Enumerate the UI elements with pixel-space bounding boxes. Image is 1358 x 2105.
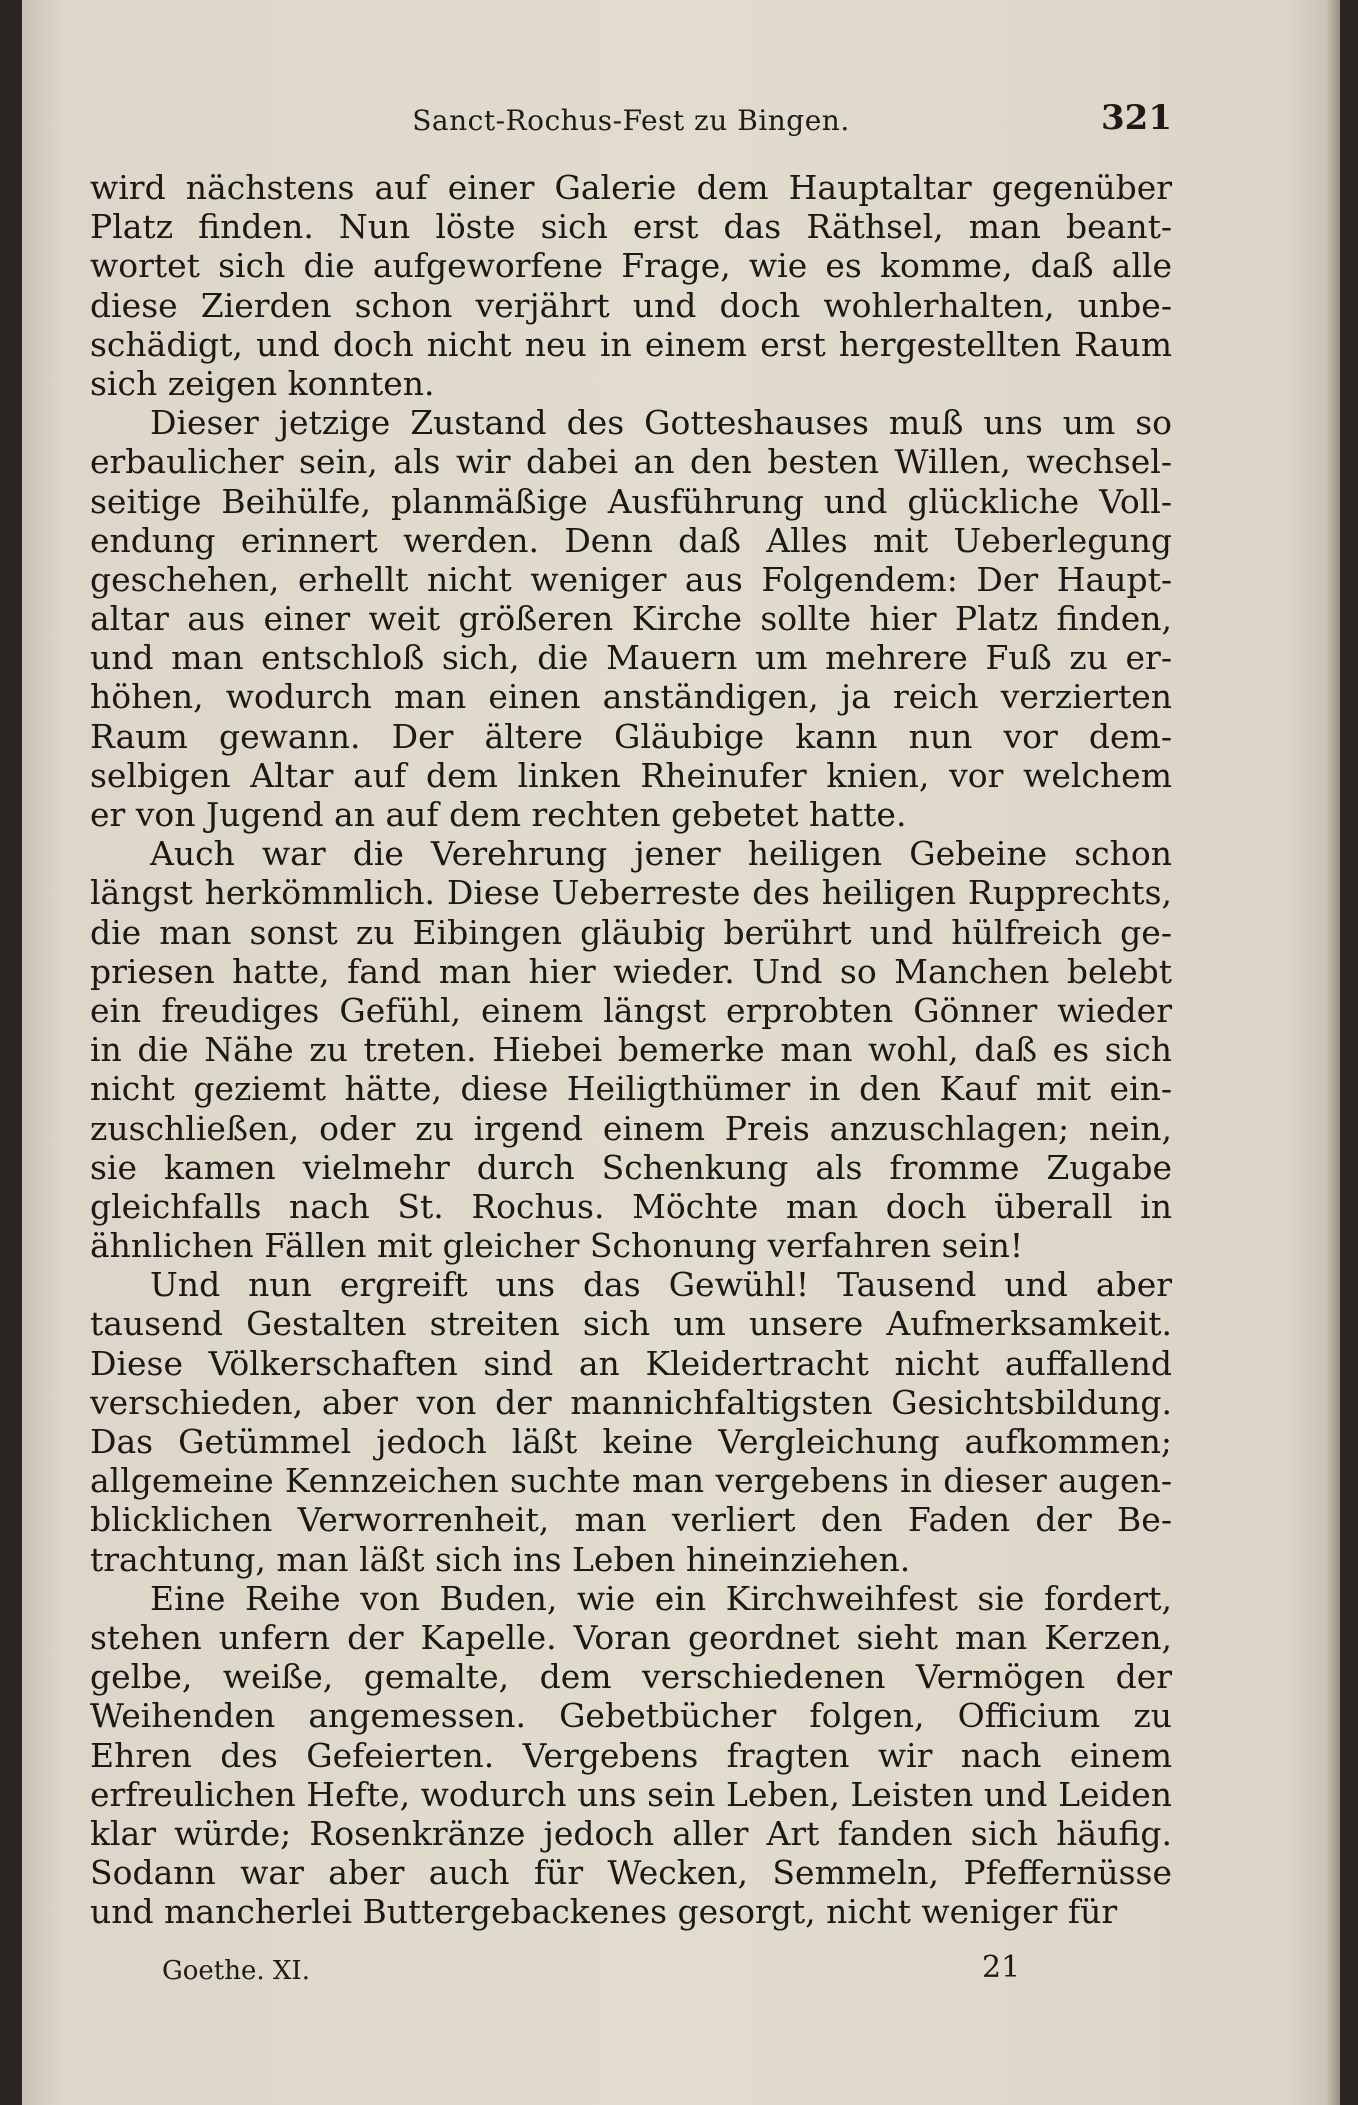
sheet-number: 21	[982, 1950, 1021, 1985]
text-line: längst herkömmlich. Diese Ueberreste des heiligen Rupprechts,	[90, 873, 1172, 913]
text-line: allgemeine Kennzeichen suchte man vergebens in dieser augen-	[90, 1461, 1172, 1501]
text-line: erfreulichen Hefte, wodurch uns sein Leben, Leisten und Leiden	[90, 1774, 1172, 1814]
text-line: höhen, wodurch man einen anständigen, ja reich verzierten	[90, 677, 1172, 717]
page-footer	[90, 1950, 1172, 1990]
paragraph	[90, 834, 1172, 1265]
text-line: Dieser jetzige Zustand des Gotteshauses muß uns um so	[150, 403, 1172, 443]
text-line: trachtung, man läßt sich ins Leben hineinziehen.	[90, 1539, 911, 1579]
text-line: die man sonst zu Eibingen gläubig berührt und hülfreich ge-	[90, 912, 1172, 952]
text-line: Auch war die Verehrung jener heiligen Gebeine schon	[150, 834, 1172, 874]
text-line: schädigt, und doch nicht neu in einem erst hergestellten Raum	[90, 324, 1172, 364]
running-head: Sanct-Rochus-Fest zu Bingen.	[412, 104, 850, 137]
page-number: 321	[1101, 98, 1172, 138]
text-line: gleichfalls nach St. Rochus. Möchte man doch überall in	[90, 1186, 1172, 1226]
text-line: Ehren des Gefeierten. Vergebens fragten wir nach einem	[90, 1735, 1172, 1775]
text-line: in die Nähe zu treten. Hiebei bemerke man wohl, daß es sich	[90, 1030, 1172, 1070]
text-line: zuschließen, oder zu irgend einem Preis anzuschlagen; nein,	[90, 1108, 1172, 1148]
book-page	[22, 0, 1340, 2105]
page-header	[90, 98, 1172, 142]
text-line: Platz finden. Nun löste sich erst das Räthsel, man beant-	[90, 207, 1172, 247]
text-line: selbigen Altar auf dem linken Rheinufer knien, vor welchem	[90, 755, 1172, 795]
paragraph	[90, 1265, 1172, 1579]
text-line: er von Jugend an auf dem rechten gebetet hatte.	[90, 795, 907, 834]
text-line: gelbe, weiße, gemalte, dem verschiedenen Vermögen der	[90, 1657, 1172, 1697]
text-line: und man entschloß sich, die Mauern um mehrere Fuß zu er-	[90, 638, 1172, 678]
text-line: Das Getümmel jedoch läßt keine Vergleichung aufkommen;	[90, 1422, 1172, 1461]
text-line: verschieden, aber von der mannichfaltigsten Gesichtsbildung.	[90, 1382, 1172, 1422]
paragraph	[90, 168, 1172, 403]
text-line: stehen unfern der Kapelle. Voran geordnet sieht man Kerzen,	[90, 1617, 1172, 1657]
text-line: wortet sich die aufgeworfene Frage, wie es komme, daß alle	[90, 246, 1172, 286]
printer-signature: Goethe. XI.	[162, 1956, 310, 1986]
text-line: Sodann war aber auch für Wecken, Semmeln, Pfeffernüsse	[90, 1853, 1172, 1893]
text-line: altar aus einer weit größeren Kirche sollte hier Platz finden,	[90, 599, 1172, 639]
text-line: Weihenden angemessen. Gebetbücher folgen, Officium zu	[90, 1696, 1172, 1736]
text-line: Und nun ergreift uns das Gewühl! Tausend und aber	[150, 1265, 1172, 1305]
text-line: endung erinnert werden. Denn daß Alles mit Ueberlegung	[90, 520, 1172, 560]
text-line: Diese Völkerschaften sind an Kleidertracht nicht auffallend	[90, 1343, 1172, 1383]
text-line: nicht geziemt hätte, diese Heiligthümer in den Kauf mit ein-	[90, 1069, 1172, 1109]
text-line: klar würde; Rosenkränze jedoch aller Art fanden sich häufig.	[90, 1813, 1172, 1853]
text-line: seitige Beihülfe, planmäßige Ausführung und glückliche Voll-	[90, 481, 1172, 521]
text-line: tausend Gestalten streiten sich um unsere Aufmerksamkeit.	[90, 1304, 1172, 1344]
text-line: ein freudiges Gefühl, einem längst erprobten Gönner wieder	[90, 990, 1172, 1030]
paragraph	[90, 403, 1172, 834]
text-line: Eine Reihe von Buden, wie ein Kirchweihfest sie fordert,	[150, 1578, 1172, 1618]
text-line: priesen hatte, fand man hier wieder. Und so Manchen belebt	[90, 951, 1172, 991]
text-line: Raum gewann. Der ältere Gläubige kann nun vor dem-	[90, 716, 1172, 756]
text-line: geschehen, erhellt nicht weniger aus Folgendem: Der Haupt-	[90, 559, 1172, 599]
text-line: ähnlichen Fällen mit gleicher Schonung verfahren sein!	[90, 1226, 1024, 1266]
text-line: blicklichen Verworrenheit, man verliert den Faden der Be-	[90, 1500, 1172, 1540]
text-line: wird nächstens auf einer Galerie dem Hauptaltar gegenüber	[90, 168, 1172, 207]
text-line: sich zeigen konnten.	[90, 363, 435, 403]
paragraph	[90, 1579, 1172, 1932]
text-line: sie kamen vielmehr durch Schenkung als fromme Zugabe	[90, 1147, 1172, 1187]
text-line: diese Zierden schon verjährt und doch wohlerhalten, unbe-	[90, 285, 1172, 325]
text-line: und mancherlei Buttergebackenes gesorgt, nicht weniger für	[90, 1892, 1118, 1932]
text-line: erbaulicher sein, als wir dabei an den besten Willen, wechsel-	[90, 442, 1172, 482]
body-text	[90, 168, 1172, 1931]
